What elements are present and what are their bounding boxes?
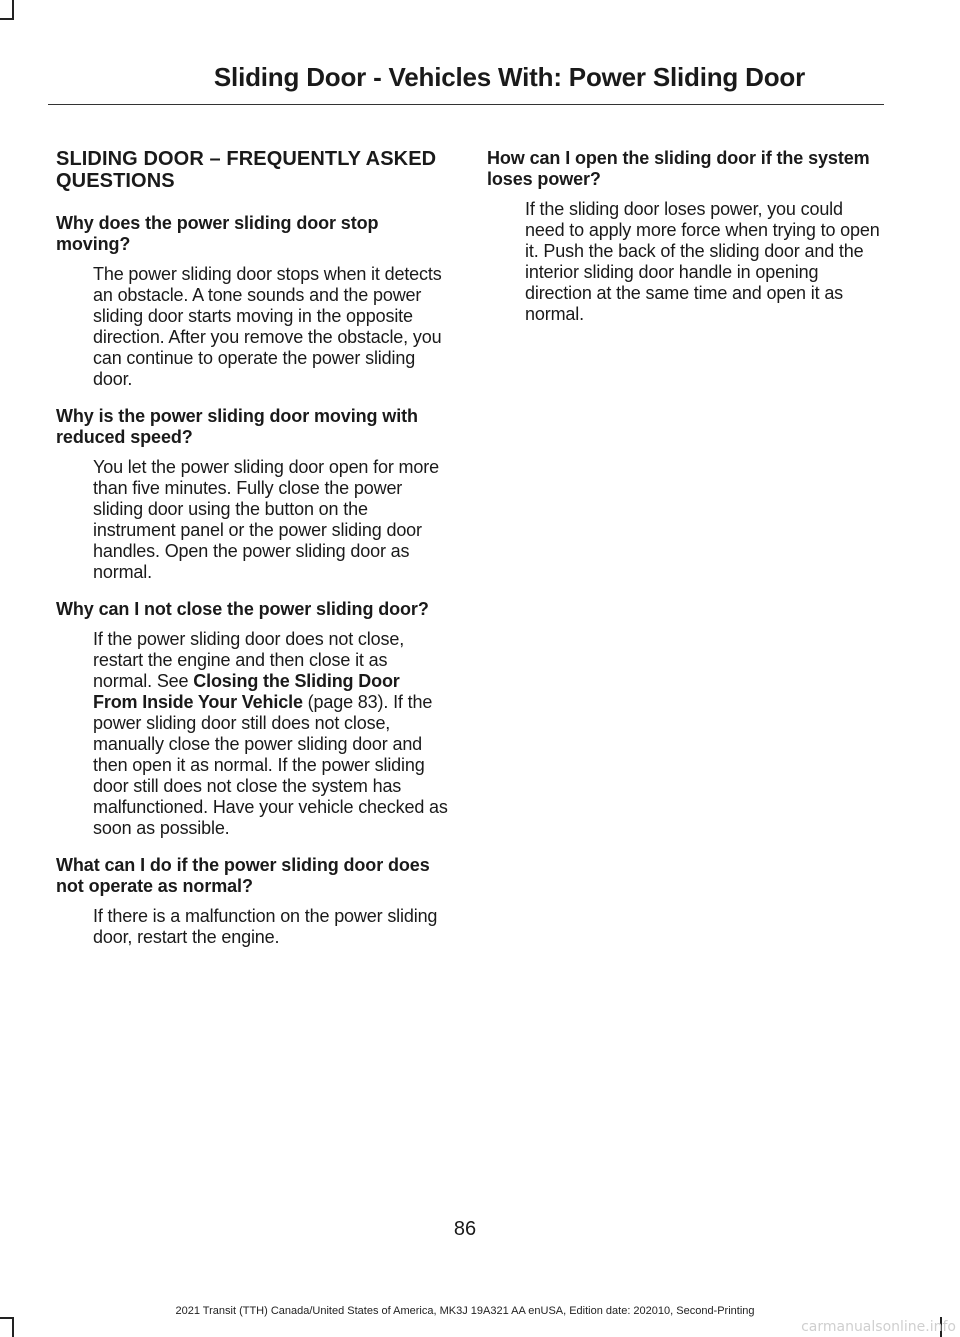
header-divider [48, 104, 884, 105]
footer-edition-info: 2021 Transit (TTH) Canada/United States of America, MK3J 19A321 AA enUSA, Edition date: 202010, Second-Printing [175, 1305, 755, 1317]
crop-mark-bottom-left-h [0, 1317, 14, 1319]
faq-question: Why is the power sliding door moving with reduced speed? [56, 406, 418, 447]
crop-mark-top-left-v [12, 0, 14, 20]
right-column [487, 148, 881, 341]
faq-answer-text: If the power sliding door does not close, restart the engine and then close it as normal. See [93, 629, 405, 691]
left-column [56, 148, 448, 964]
section-title: SLIDING DOOR – FREQUENTLY ASKED QUESTIONS [56, 148, 437, 192]
crop-mark-top-left-h [0, 18, 14, 20]
page-number: 86 [453, 1218, 477, 1240]
crop-mark-bottom-left-v [12, 1317, 14, 1337]
cross-reference-link[interactable]: Closing the Sliding Door From Inside Your Vehicle [93, 671, 400, 712]
faq-answer: You let the power sliding door open for more than five minutes. Fully close the power sliding door using the button on the instrument panel or the power sliding door handles. Open the power sliding door as normal. [93, 457, 439, 582]
faq-answer: If the sliding door loses power, you could need to apply more force when trying to open it. Push the back of the sliding door and the interior sliding door handle in opening direction at the same time and open it as normal. [525, 199, 880, 324]
watermark: carmanualsonline.info [801, 1319, 956, 1335]
faq-question: How can I open the sliding door if the system loses power? [487, 148, 870, 189]
faq-answer [93, 629, 448, 839]
faq-question: What can I do if the power sliding door does not operate as normal? [56, 855, 430, 896]
faq-question: Why can I not close the power sliding door? [56, 599, 429, 619]
faq-answer: If there is a malfunction on the power sliding door, restart the engine. [93, 906, 438, 947]
faq-answer: The power sliding door stops when it detects an obstacle. A tone sounds and the power sliding door starts moving in the opposite direction. After you remove the obstacle, you can continue to operate the power sliding door. [93, 264, 442, 389]
page-title: Sliding Door - Vehicles With: Power Sliding Door [213, 62, 805, 92]
faq-answer-text: . If the power sliding door still does not close, manually close the power sliding door and then open it as normal. If the power sliding door still does not close the system has malfunctioned. Have your vehicle checked as soon as possible. [93, 692, 448, 838]
faq-question: Why does the power sliding door stop moving? [56, 213, 379, 254]
page-reference: (page 83) [302, 692, 384, 712]
